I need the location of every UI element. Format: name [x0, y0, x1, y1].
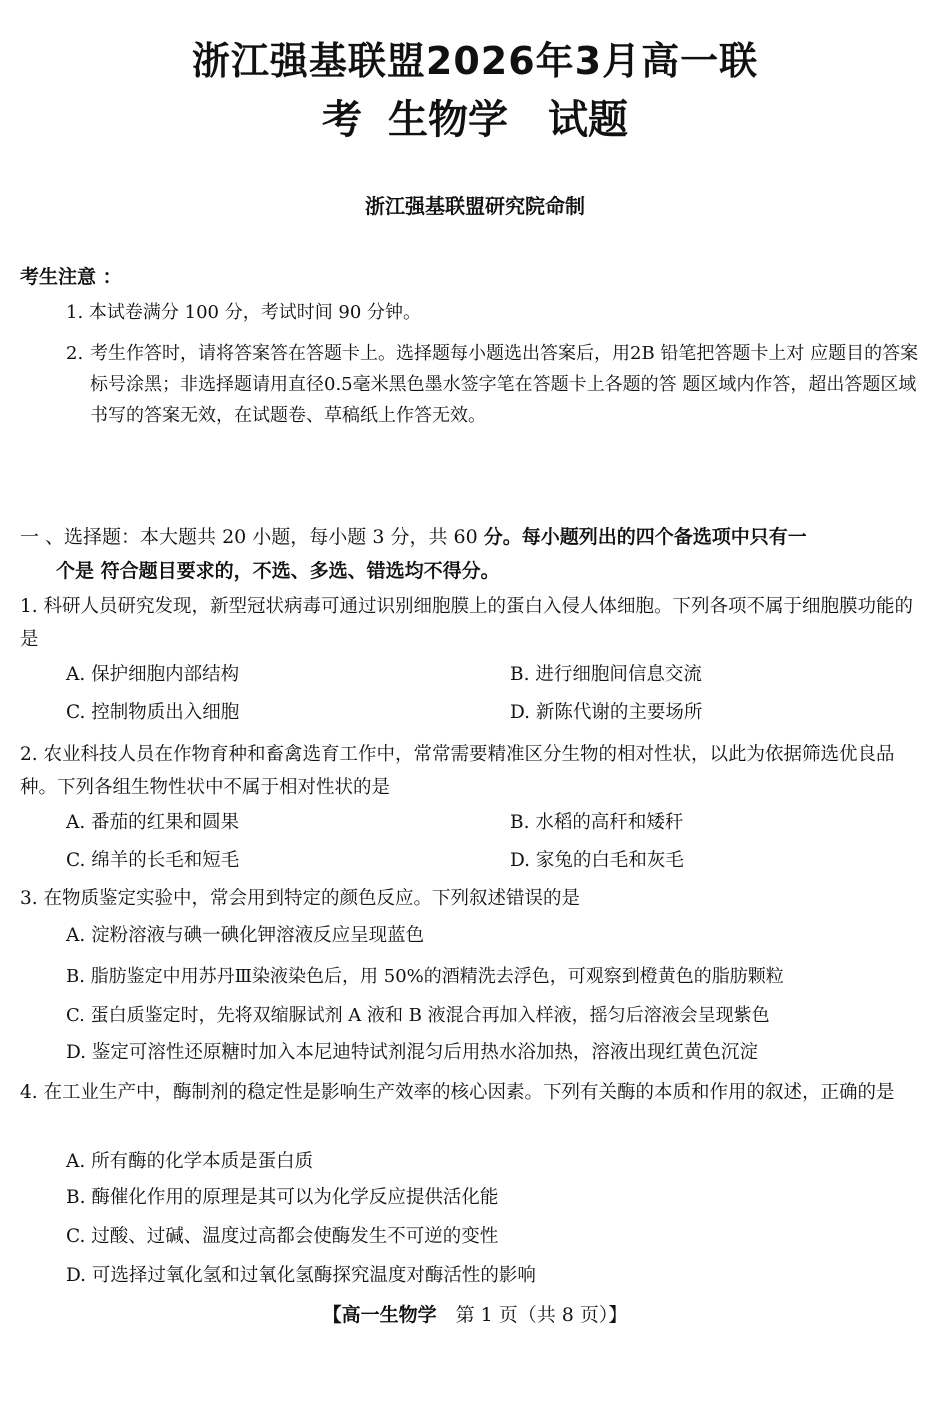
question-3-option-a: A. 淀粉溶液与碘一碘化钾溶液反应呈现蓝色 — [66, 925, 425, 946]
question-2-stem — [20, 738, 925, 804]
section-heading-prefix: 一 、选择题：本大题共 20 小题，每小题 3 分，共 60 — [20, 526, 484, 548]
question-4-option-c: C. 过酸、过碱、温度过高都会使酶发生不可逆的变性 — [66, 1226, 499, 1247]
question-2-option-b: B. 水稻的高秆和矮秆 — [510, 812, 684, 833]
section-heading — [20, 520, 925, 588]
exam-title-line2: 考 生物学 试题 — [322, 97, 628, 143]
exam-issuer: 浙江强基联盟研究院命制 — [365, 194, 585, 218]
question-2-option-d: D. 家兔的白毛和灰毛 — [510, 850, 684, 871]
notice-item-1: 1. 本试卷满分 100 分，考试时间 90 分钟。 — [66, 302, 422, 323]
question-1-option-b: B. 进行细胞间信息交流 — [510, 664, 702, 685]
notice-item-2-text: 考生作答时，请将答案答在答题卡上。选择题每小题选出答案后，用2B 铅笔把答题卡上对 应题目的答案标号涂黑；非选择题请用直径0.5毫米黑色墨水签字笔在答题卡上各题的答 题区域内作答，超出答题区域书写的答案无效，在试题卷、草稿纸上作答无效。 — [90, 343, 919, 426]
exam-title-line1: 浙江强基联盟2026年3月高一联 — [191, 39, 759, 83]
question-1-option-d: D. 新陈代谢的主要场所 — [510, 702, 703, 723]
footer-subject: 【高一生物学 — [322, 1304, 437, 1326]
section-heading-bold: 分。每小题列出的四个备选项中只有一 — [483, 526, 807, 548]
notice-item-2-number: 2. — [66, 343, 84, 364]
question-1-text: 1. 科研人员研究发现，新型冠状病毒可通过识别细胞膜上的蛋白入侵人体细胞。下列各项不属于细胞膜功能的是 — [20, 596, 914, 650]
question-1-option-c: C. 控制物质出入细胞 — [66, 702, 240, 723]
question-2-option-a: A. 番茄的红果和圆果 — [66, 812, 240, 833]
question-2-text: 2. 农业科技人员在作物育种和畜禽选育工作中，常常需要精准区分生物的相对性状，以此为依据筛选优良品种。下列各组生物性状中不属于相对性状的是 — [20, 744, 895, 798]
question-3-text: 3. 在物质鉴定实验中，常会用到特定的颜色反应。下列叙述错误的是 — [20, 888, 581, 909]
question-1-stem — [20, 590, 925, 656]
notice-heading: 考生注意 ： — [20, 266, 122, 288]
question-2-option-c: C. 绵羊的长毛和短毛 — [66, 850, 240, 871]
question-4-text: 4. 在工业生产中，酶制剂的稳定性是影响生产效率的核心因素。下列有关酶的本质和作用的叙述，正确的是 — [20, 1082, 895, 1103]
question-3-stem — [20, 882, 925, 915]
question-4-option-b: B. 酶催化作用的原理是其可以为化学反应提供活化能 — [66, 1187, 499, 1208]
question-3-option-b: B. 脂肪鉴定中用苏丹Ⅲ染液染色后，用 50%的酒精洗去浮色，可观察到橙黄色的脂肪颗粒 — [66, 966, 784, 987]
question-4-option-d: D. 可选择过氧化氢和过氧化氢酶探究温度对酶活性的影响 — [66, 1265, 536, 1286]
footer-page-number: 第 1 页（共 8 页）】 — [436, 1304, 628, 1326]
question-4-option-a: A. 所有酶的化学本质是蛋白质 — [66, 1151, 314, 1172]
question-1-option-a: A. 保护细胞内部结构 — [66, 664, 240, 685]
page-footer — [0, 1300, 950, 1327]
question-3-option-d: D. 鉴定可溶性还原糖时加入本尼迪特试剂混匀后用热水浴加热，溶液出现红黄色沉淀 — [66, 1042, 758, 1063]
question-4-stem — [20, 1076, 925, 1109]
question-3-option-c: C. 蛋白质鉴定时，先将双缩脲试剂 A 液和 B 液混合再加入样液，摇匀后溶液会呈现紫色 — [66, 1005, 770, 1026]
section-heading-line2: 个是 符合题目要求的，不选、多选、错选均不得分。 — [56, 560, 500, 582]
